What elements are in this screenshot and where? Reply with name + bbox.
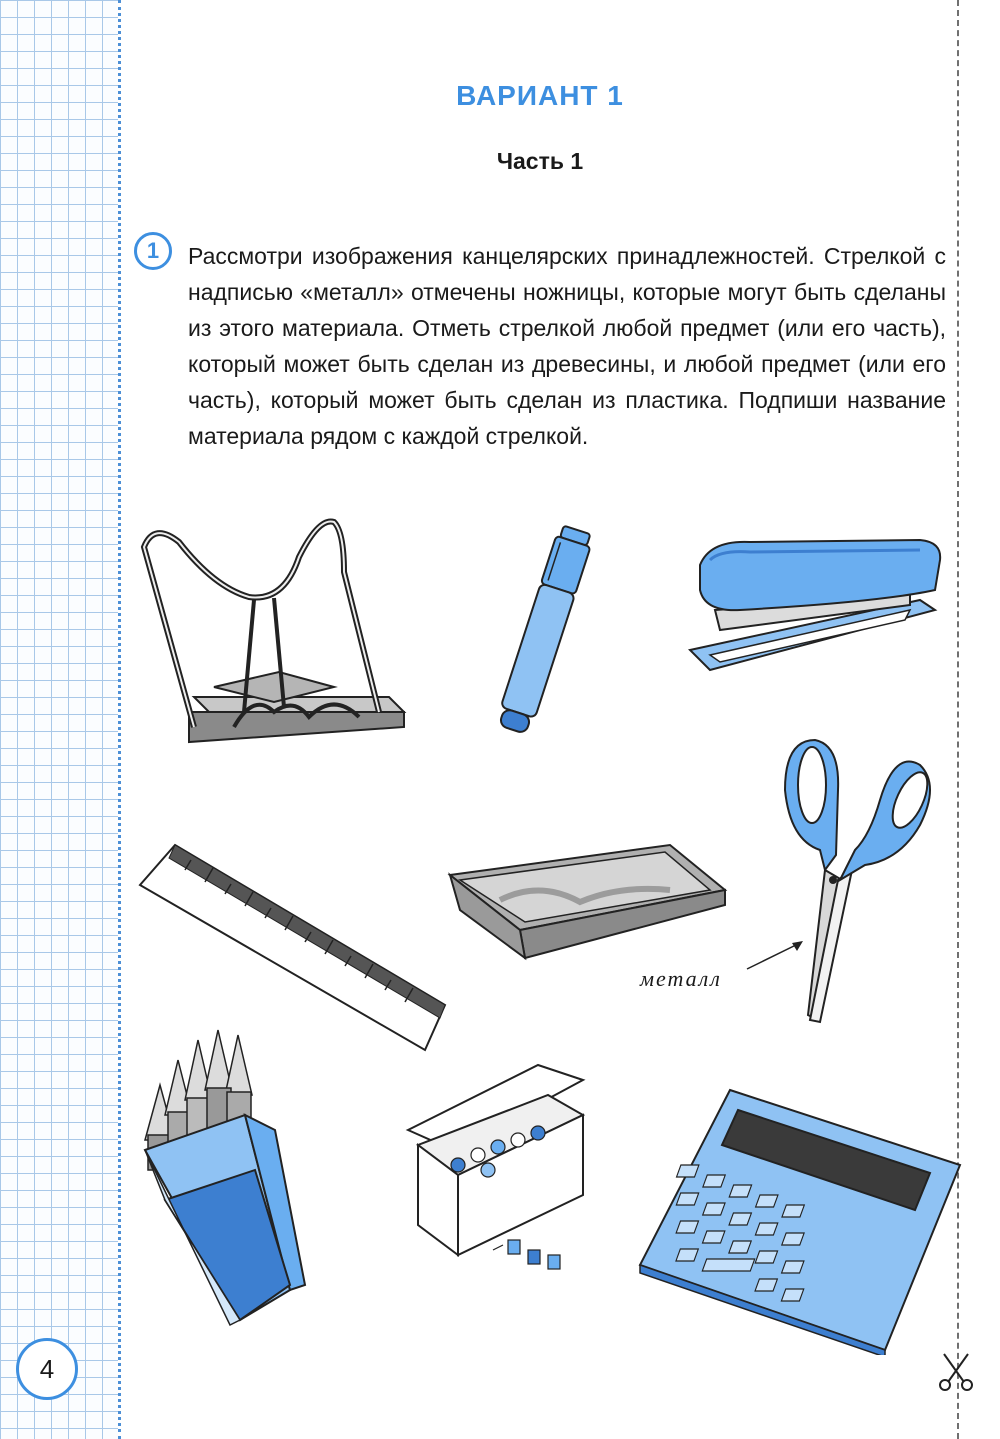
metal-label: металл (640, 966, 722, 991)
pencil-case-illustration (440, 830, 730, 965)
calculator-illustration (630, 1085, 970, 1355)
stapler-illustration (680, 530, 950, 680)
part-title: Часть 1 (496, 148, 584, 174)
variant-title: ВАРИАНТ 1 (456, 80, 624, 111)
book-stand-illustration (134, 512, 424, 752)
task-text: Рассмотри изображения канцелярских принадлежностей. Стрелкой с надписью «металл» отмечены ножницы, которые могут быть сделаны из этого материала. Отметь стрелкой любой предмет (или его часть), который может быть сделан из древесины, и любой предмет (или его часть), который может быть сделан из пластика. Подпиши название материала рядом с каждой стрелкой. (188, 243, 946, 449)
margin-dotted-line (118, 0, 121, 1439)
push-pins-box-illustration (398, 1055, 598, 1285)
scissors-illustration (770, 730, 950, 1025)
page-number-badge: 4 (16, 1338, 78, 1400)
metal-arrow (745, 935, 810, 975)
scissors-icon (936, 1352, 976, 1397)
marker-illustration (470, 520, 620, 745)
task-number-badge: 1 (134, 232, 172, 270)
graph-paper-margin (0, 0, 118, 1439)
colored-pencils-illustration (130, 1020, 350, 1330)
